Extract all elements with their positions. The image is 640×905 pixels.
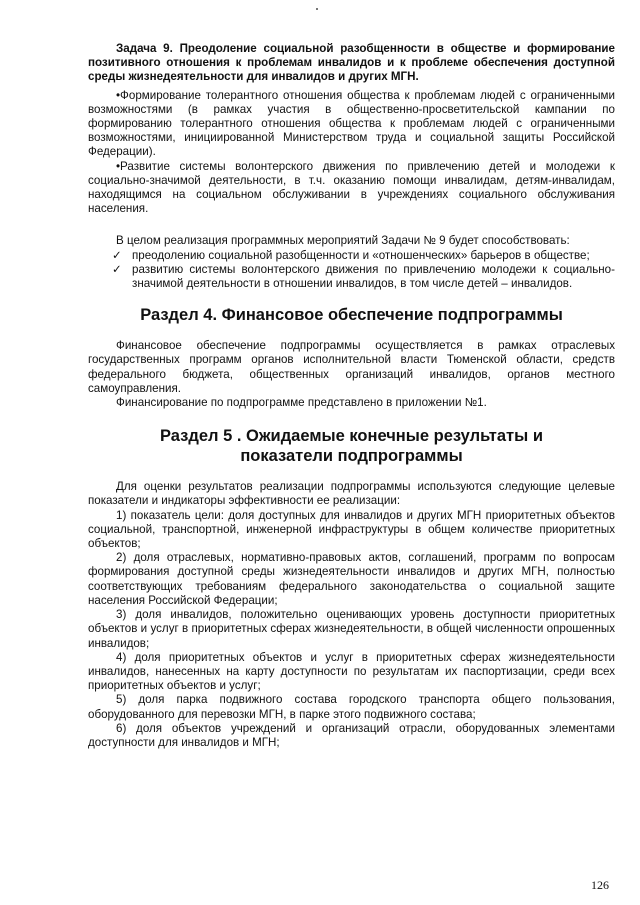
scan-artifact [316, 8, 318, 10]
check-mark-icon: ✓ [112, 262, 122, 276]
page-number: 126 [591, 878, 609, 892]
check-mark-icon: ✓ [112, 248, 122, 262]
indicator-item: 5) доля парка подвижного состава городского транспорта общего пользования, оборудованного для перевозки МГН, в парке этого подвижного состава; [88, 693, 615, 721]
section4-paragraph-1: Финансовое обеспечение подпрограммы осуществляется в рамках отраслевых государственных программ органов исполнительной власти Тюменской области, средств федерального бюджета, общественных организаций инвалидов, органов местного самоуправления. [88, 339, 615, 395]
indicator-item: 2) доля отраслевых, нормативно-правовых актов, соглашений, программ по вопросам формирования доступной среды жизнедеятельности инвалидов и других МГН, полностью соответствующих требованиям федерального законодательства о социальной защите населения Российской Федерации; [88, 551, 615, 607]
check-item-text: развитию системы волонтерского движения по привлечению молодежи к социально-значимой деятельности в отношении инвалидов, в том числе детей – инвалидов. [132, 262, 615, 291]
section5-intro: Для оценки результатов реализации подпрограммы используются следующие целевые показатели и индикаторы эффективности ее реализации: [88, 480, 615, 508]
check-list-item [112, 249, 615, 263]
check-list-item [112, 263, 615, 291]
task9-bullet-2: •Развитие системы волонтерского движения по привлечению детей и молодежи к социально-значимой деятельности, в т.ч. оказанию помощи инвалидам, детям-инвалидам, находящимся на социальном обслуживании в учреждениях социального обслуживания населения. [88, 159, 615, 216]
section5-indicator-list [88, 509, 615, 750]
task9-check-list [88, 249, 615, 292]
task9-summary-intro: В целом реализация программных мероприятий Задачи № 9 будет способствовать: [116, 234, 570, 248]
task9-title: Задача 9. Преодоление социальной разобщенности в обществе и формирование позитивного отношения к проблемам инвалидов и к проблеме обеспечения доступной среды жизнедеятельности для инвалидов и других МГН. [88, 42, 615, 84]
spacer [88, 216, 615, 234]
section5-heading: Раздел 5 . Ожидаемые конечные результаты и показатели подпрограммы [160, 427, 543, 466]
indicator-item: 1) показатель цели: доля доступных для инвалидов и других МГН приоритетных объектов социальной, транспортной, инженерной инфраструктуры в общем количестве приоритетных объектов; [88, 508, 615, 551]
document-page [88, 42, 615, 750]
section4-heading: Раздел 4. Финансовое обеспечение подпрограммы [140, 306, 563, 325]
indicator-item: 3) доля инвалидов, положительно оценивающих уровень доступности приоритетных объектов и услуг в приоритетных сферах жизнедеятельности, в общей численности опрошенных инвалидов; [88, 608, 615, 650]
task9-bullet-1: •Формирование толерантного отношения общества к проблемам людей с ограниченными возможностями (в рамках участия в общественно-просветительской кампании по формированию толерантного отношения общества к проблемам людей с ограниченными возможностями, инициированной Министерством труда и социальной защиты Российской Федерации). [88, 88, 615, 159]
indicator-item: 6) доля объектов учреждений и организаций отрасли, оборудованных элементами доступности для инвалидов и МГН; [88, 721, 615, 749]
check-item-text: преодолению социальной разобщенности и «отношенческих» барьеров в обществе; [132, 248, 590, 262]
section4-paragraph-2: Финансирование по подпрограмме представлено в приложении №1. [116, 396, 487, 410]
indicator-item: 4) доля приоритетных объектов и услуг в приоритетных сферах жизнедеятельности инвалидов, нанесенных на карту доступности по результатам их паспортизации, среди всех приоритетных объектов и услуг; [88, 650, 615, 693]
